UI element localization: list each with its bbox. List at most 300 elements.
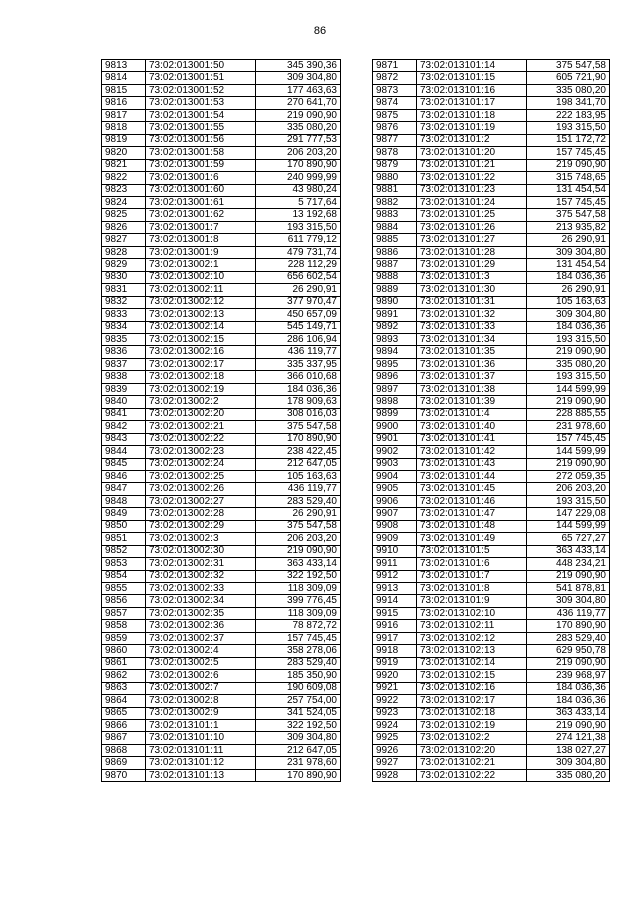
row-number-cell: 9869 bbox=[102, 757, 146, 769]
table-row bbox=[102, 508, 341, 520]
value-cell: 291 777,53 bbox=[256, 134, 341, 146]
table-row bbox=[373, 520, 610, 532]
table-row bbox=[373, 72, 610, 84]
row-number-cell: 9905 bbox=[373, 483, 417, 495]
cadastral-number-cell: 73:02:013002:4 bbox=[146, 645, 256, 657]
row-number-cell: 9823 bbox=[102, 184, 146, 196]
cadastral-number-cell: 73:02:013002:31 bbox=[146, 558, 256, 570]
cadastral-number-cell: 73:02:013002:23 bbox=[146, 446, 256, 458]
table-row bbox=[102, 632, 341, 644]
row-number-cell: 9921 bbox=[373, 682, 417, 694]
value-cell: 219 090,90 bbox=[527, 657, 610, 669]
table-row bbox=[102, 122, 341, 134]
row-number-cell: 9882 bbox=[373, 196, 417, 208]
cadastral-number-cell: 73:02:013002:22 bbox=[146, 433, 256, 445]
value-cell: 309 304,80 bbox=[256, 72, 341, 84]
row-number-cell: 9835 bbox=[102, 333, 146, 345]
table-row bbox=[373, 682, 610, 694]
value-cell: 358 278,06 bbox=[256, 645, 341, 657]
value-cell: 157 745,45 bbox=[527, 433, 610, 445]
table-row bbox=[102, 371, 341, 383]
value-cell: 335 080,20 bbox=[527, 84, 610, 96]
cadastral-number-cell: 73:02:013102:20 bbox=[417, 744, 527, 756]
table-row bbox=[102, 707, 341, 719]
row-number-cell: 9852 bbox=[102, 545, 146, 557]
table-row bbox=[102, 670, 341, 682]
cadastral-number-cell: 73:02:013101:12 bbox=[146, 757, 256, 769]
value-cell: 213 935,82 bbox=[527, 221, 610, 233]
value-cell: 105 163,63 bbox=[527, 296, 610, 308]
cadastral-number-cell: 73:02:013002:27 bbox=[146, 495, 256, 507]
row-number-cell: 9855 bbox=[102, 583, 146, 595]
cadastral-number-cell: 73:02:013001:50 bbox=[146, 60, 256, 72]
cadastral-number-cell: 73:02:013002:5 bbox=[146, 657, 256, 669]
value-cell: 363 433,14 bbox=[256, 558, 341, 570]
value-cell: 144 599,99 bbox=[527, 520, 610, 532]
cadastral-number-cell: 73:02:013002:9 bbox=[146, 707, 256, 719]
value-cell: 656 602,54 bbox=[256, 271, 341, 283]
cadastral-number-cell: 73:02:013101:37 bbox=[417, 371, 527, 383]
value-cell: 118 309,09 bbox=[256, 607, 341, 619]
value-cell: 5 717,64 bbox=[256, 196, 341, 208]
row-number-cell: 9888 bbox=[373, 271, 417, 283]
row-number-cell: 9895 bbox=[373, 358, 417, 370]
value-cell: 309 304,80 bbox=[527, 595, 610, 607]
row-number-cell: 9826 bbox=[102, 221, 146, 233]
row-number-cell: 9896 bbox=[373, 371, 417, 383]
table-row bbox=[102, 620, 341, 632]
cadastral-number-cell: 73:02:013002:34 bbox=[146, 595, 256, 607]
table-row bbox=[102, 458, 341, 470]
value-cell: 335 080,20 bbox=[256, 122, 341, 134]
cadastral-number-cell: 73:02:013101:8 bbox=[417, 583, 527, 595]
table-row bbox=[102, 134, 341, 146]
cadastral-number-cell: 73:02:013002:2 bbox=[146, 396, 256, 408]
table-row bbox=[373, 720, 610, 732]
cadastral-number-cell: 73:02:013102:22 bbox=[417, 769, 527, 781]
value-cell: 184 036,36 bbox=[527, 271, 610, 283]
row-number-cell: 9912 bbox=[373, 570, 417, 582]
value-cell: 257 754,00 bbox=[256, 695, 341, 707]
row-number-cell: 9927 bbox=[373, 757, 417, 769]
row-number-cell: 9900 bbox=[373, 421, 417, 433]
cadastral-number-cell: 73:02:013101:16 bbox=[417, 84, 527, 96]
cadastral-number-cell: 73:02:013101:23 bbox=[417, 184, 527, 196]
cadastral-number-cell: 73:02:013001:51 bbox=[146, 72, 256, 84]
value-cell: 375 547,58 bbox=[256, 520, 341, 532]
cadastral-number-cell: 73:02:013102:19 bbox=[417, 720, 527, 732]
table-row bbox=[102, 271, 341, 283]
cadastral-number-cell: 73:02:013101:20 bbox=[417, 147, 527, 159]
cadastral-number-cell: 73:02:013002:12 bbox=[146, 296, 256, 308]
registry-table-right-body bbox=[373, 60, 610, 782]
cadastral-number-cell: 73:02:013101:28 bbox=[417, 246, 527, 258]
cadastral-number-cell: 73:02:013101:47 bbox=[417, 508, 527, 520]
cadastral-number-cell: 73:02:013101:19 bbox=[417, 122, 527, 134]
value-cell: 144 599,99 bbox=[527, 383, 610, 395]
cadastral-number-cell: 73:02:013002:1 bbox=[146, 259, 256, 271]
value-cell: 219 090,90 bbox=[527, 720, 610, 732]
table-row bbox=[102, 408, 341, 420]
cadastral-number-cell: 73:02:013101:13 bbox=[146, 769, 256, 781]
row-number-cell: 9889 bbox=[373, 284, 417, 296]
table-row bbox=[373, 271, 610, 283]
value-cell: 190 609,08 bbox=[256, 682, 341, 694]
cadastral-number-cell: 73:02:013002:30 bbox=[146, 545, 256, 557]
value-cell: 193 315,50 bbox=[527, 122, 610, 134]
table-row bbox=[102, 97, 341, 109]
value-cell: 185 350,90 bbox=[256, 670, 341, 682]
cadastral-number-cell: 73:02:013101:1 bbox=[146, 720, 256, 732]
row-number-cell: 9914 bbox=[373, 595, 417, 607]
table-row bbox=[102, 732, 341, 744]
cadastral-number-cell: 73:02:013101:6 bbox=[417, 558, 527, 570]
cadastral-number-cell: 73:02:013101:24 bbox=[417, 196, 527, 208]
cadastral-number-cell: 73:02:013101:7 bbox=[417, 570, 527, 582]
row-number-cell: 9890 bbox=[373, 296, 417, 308]
row-number-cell: 9858 bbox=[102, 620, 146, 632]
value-cell: 144 599,99 bbox=[527, 446, 610, 458]
cadastral-number-cell: 73:02:013001:59 bbox=[146, 159, 256, 171]
row-number-cell: 9928 bbox=[373, 769, 417, 781]
value-cell: 309 304,80 bbox=[256, 732, 341, 744]
cadastral-number-cell: 73:02:013101:34 bbox=[417, 333, 527, 345]
value-cell: 283 529,40 bbox=[527, 632, 610, 644]
row-number-cell: 9917 bbox=[373, 632, 417, 644]
table-row bbox=[102, 570, 341, 582]
table-row bbox=[373, 645, 610, 657]
table-row bbox=[373, 196, 610, 208]
value-cell: 198 341,70 bbox=[527, 97, 610, 109]
value-cell: 366 010,68 bbox=[256, 371, 341, 383]
value-cell: 605 721,90 bbox=[527, 72, 610, 84]
cadastral-number-cell: 73:02:013101:36 bbox=[417, 358, 527, 370]
value-cell: 231 978,60 bbox=[527, 421, 610, 433]
cadastral-number-cell: 73:02:013101:35 bbox=[417, 346, 527, 358]
row-number-cell: 9873 bbox=[373, 84, 417, 96]
row-number-cell: 9897 bbox=[373, 383, 417, 395]
table-row bbox=[102, 757, 341, 769]
value-cell: 399 776,45 bbox=[256, 595, 341, 607]
row-number-cell: 9854 bbox=[102, 570, 146, 582]
row-number-cell: 9850 bbox=[102, 520, 146, 532]
value-cell: 239 968,97 bbox=[527, 670, 610, 682]
row-number-cell: 9893 bbox=[373, 333, 417, 345]
cadastral-number-cell: 73:02:013101:27 bbox=[417, 234, 527, 246]
row-number-cell: 9868 bbox=[102, 744, 146, 756]
value-cell: 272 059,35 bbox=[527, 470, 610, 482]
row-number-cell: 9847 bbox=[102, 483, 146, 495]
value-cell: 283 529,40 bbox=[256, 657, 341, 669]
row-number-cell: 9843 bbox=[102, 433, 146, 445]
table-row bbox=[102, 607, 341, 619]
cadastral-number-cell: 73:02:013101:4 bbox=[417, 408, 527, 420]
row-number-cell: 9830 bbox=[102, 271, 146, 283]
row-number-cell: 9840 bbox=[102, 396, 146, 408]
page-number: 86 bbox=[313, 25, 327, 37]
row-number-cell: 9916 bbox=[373, 620, 417, 632]
row-number-cell: 9818 bbox=[102, 122, 146, 134]
value-cell: 26 290,91 bbox=[256, 284, 341, 296]
row-number-cell: 9866 bbox=[102, 720, 146, 732]
cadastral-number-cell: 73:02:013002:10 bbox=[146, 271, 256, 283]
cadastral-number-cell: 73:02:013002:14 bbox=[146, 321, 256, 333]
table-row bbox=[373, 321, 610, 333]
table-row bbox=[373, 508, 610, 520]
table-row bbox=[373, 607, 610, 619]
table-row bbox=[102, 259, 341, 271]
value-cell: 212 647,05 bbox=[256, 744, 341, 756]
cadastral-number-cell: 73:02:013102:12 bbox=[417, 632, 527, 644]
cadastral-number-cell: 73:02:013001:62 bbox=[146, 209, 256, 221]
cadastral-number-cell: 73:02:013002:20 bbox=[146, 408, 256, 420]
cadastral-number-cell: 73:02:013101:29 bbox=[417, 259, 527, 271]
cadastral-number-cell: 73:02:013002:19 bbox=[146, 383, 256, 395]
cadastral-number-cell: 73:02:013101:49 bbox=[417, 533, 527, 545]
row-number-cell: 9848 bbox=[102, 495, 146, 507]
value-cell: 206 203,20 bbox=[527, 483, 610, 495]
cadastral-number-cell: 73:02:013002:16 bbox=[146, 346, 256, 358]
value-cell: 309 304,80 bbox=[527, 757, 610, 769]
row-number-cell: 9867 bbox=[102, 732, 146, 744]
value-cell: 178 909,63 bbox=[256, 396, 341, 408]
value-cell: 170 890,90 bbox=[527, 620, 610, 632]
value-cell: 363 433,14 bbox=[527, 707, 610, 719]
value-cell: 206 203,20 bbox=[256, 147, 341, 159]
row-number-cell: 9860 bbox=[102, 645, 146, 657]
table-row bbox=[373, 483, 610, 495]
row-number-cell: 9839 bbox=[102, 383, 146, 395]
value-cell: 274 121,38 bbox=[527, 732, 610, 744]
row-number-cell: 9909 bbox=[373, 533, 417, 545]
cadastral-number-cell: 73:02:013001:9 bbox=[146, 246, 256, 258]
row-number-cell: 9878 bbox=[373, 147, 417, 159]
cadastral-number-cell: 73:02:013002:32 bbox=[146, 570, 256, 582]
table-row bbox=[373, 595, 610, 607]
row-number-cell: 9879 bbox=[373, 159, 417, 171]
table-row bbox=[102, 583, 341, 595]
cadastral-number-cell: 73:02:013002:35 bbox=[146, 607, 256, 619]
value-cell: 375 547,58 bbox=[527, 60, 610, 72]
table-row bbox=[373, 632, 610, 644]
value-cell: 184 036,36 bbox=[527, 695, 610, 707]
row-number-cell: 9844 bbox=[102, 446, 146, 458]
row-number-cell: 9925 bbox=[373, 732, 417, 744]
cadastral-number-cell: 73:02:013101:44 bbox=[417, 470, 527, 482]
value-cell: 138 027,27 bbox=[527, 744, 610, 756]
cadastral-number-cell: 73:02:013002:7 bbox=[146, 682, 256, 694]
cadastral-number-cell: 73:02:013101:46 bbox=[417, 495, 527, 507]
table-row bbox=[102, 769, 341, 781]
row-number-cell: 9892 bbox=[373, 321, 417, 333]
table-row bbox=[373, 346, 610, 358]
row-number-cell: 9872 bbox=[373, 72, 417, 84]
table-row bbox=[102, 159, 341, 171]
table-row bbox=[373, 60, 610, 72]
value-cell: 629 950,78 bbox=[527, 645, 610, 657]
cadastral-number-cell: 73:02:013101:25 bbox=[417, 209, 527, 221]
cadastral-number-cell: 73:02:013102:15 bbox=[417, 670, 527, 682]
value-cell: 157 745,45 bbox=[527, 147, 610, 159]
cadastral-number-cell: 73:02:013001:61 bbox=[146, 196, 256, 208]
table-row bbox=[373, 259, 610, 271]
cadastral-number-cell: 73:02:013002:37 bbox=[146, 632, 256, 644]
cadastral-number-cell: 73:02:013002:26 bbox=[146, 483, 256, 495]
row-number-cell: 9902 bbox=[373, 446, 417, 458]
table-row bbox=[102, 234, 341, 246]
row-number-cell: 9845 bbox=[102, 458, 146, 470]
table-row bbox=[102, 333, 341, 345]
table-row bbox=[102, 657, 341, 669]
row-number-cell: 9871 bbox=[373, 60, 417, 72]
value-cell: 341 524,05 bbox=[256, 707, 341, 719]
table-row bbox=[102, 421, 341, 433]
value-cell: 436 119,77 bbox=[256, 346, 341, 358]
cadastral-number-cell: 73:02:013001:54 bbox=[146, 109, 256, 121]
value-cell: 170 890,90 bbox=[256, 159, 341, 171]
table-row bbox=[373, 769, 610, 781]
table-row bbox=[373, 296, 610, 308]
cadastral-number-cell: 73:02:013102:10 bbox=[417, 607, 527, 619]
row-number-cell: 9816 bbox=[102, 97, 146, 109]
table-row bbox=[373, 184, 610, 196]
value-cell: 65 727,27 bbox=[527, 533, 610, 545]
table-row bbox=[102, 147, 341, 159]
value-cell: 131 454,54 bbox=[527, 184, 610, 196]
cadastral-number-cell: 73:02:013101:26 bbox=[417, 221, 527, 233]
table-row bbox=[102, 383, 341, 395]
cadastral-number-cell: 73:02:013101:18 bbox=[417, 109, 527, 121]
value-cell: 611 779,12 bbox=[256, 234, 341, 246]
table-row bbox=[102, 296, 341, 308]
value-cell: 170 890,90 bbox=[256, 433, 341, 445]
row-number-cell: 9863 bbox=[102, 682, 146, 694]
cadastral-number-cell: 73:02:013101:32 bbox=[417, 309, 527, 321]
value-cell: 157 745,45 bbox=[256, 632, 341, 644]
row-number-cell: 9828 bbox=[102, 246, 146, 258]
row-number-cell: 9861 bbox=[102, 657, 146, 669]
row-number-cell: 9859 bbox=[102, 632, 146, 644]
row-number-cell: 9898 bbox=[373, 396, 417, 408]
row-number-cell: 9870 bbox=[102, 769, 146, 781]
value-cell: 545 149,71 bbox=[256, 321, 341, 333]
cadastral-number-cell: 73:02:013101:2 bbox=[417, 134, 527, 146]
cadastral-number-cell: 73:02:013102:13 bbox=[417, 645, 527, 657]
row-number-cell: 9846 bbox=[102, 470, 146, 482]
table-row bbox=[102, 720, 341, 732]
cadastral-number-cell: 73:02:013101:33 bbox=[417, 321, 527, 333]
row-number-cell: 9907 bbox=[373, 508, 417, 520]
value-cell: 105 163,63 bbox=[256, 470, 341, 482]
row-number-cell: 9857 bbox=[102, 607, 146, 619]
table-row bbox=[102, 744, 341, 756]
value-cell: 375 547,58 bbox=[256, 421, 341, 433]
cadastral-number-cell: 73:02:013001:52 bbox=[146, 84, 256, 96]
cadastral-number-cell: 73:02:013002:13 bbox=[146, 309, 256, 321]
row-number-cell: 9838 bbox=[102, 371, 146, 383]
table-row bbox=[373, 159, 610, 171]
row-number-cell: 9915 bbox=[373, 607, 417, 619]
value-cell: 345 390,36 bbox=[256, 60, 341, 72]
value-cell: 193 315,50 bbox=[527, 371, 610, 383]
table-row bbox=[373, 707, 610, 719]
table-row bbox=[102, 246, 341, 258]
value-cell: 43 980,24 bbox=[256, 184, 341, 196]
row-number-cell: 9825 bbox=[102, 209, 146, 221]
cadastral-number-cell: 73:02:013001:8 bbox=[146, 234, 256, 246]
row-number-cell: 9832 bbox=[102, 296, 146, 308]
cadastral-number-cell: 73:02:013101:17 bbox=[417, 97, 527, 109]
row-number-cell: 9817 bbox=[102, 109, 146, 121]
value-cell: 193 315,50 bbox=[256, 221, 341, 233]
cadastral-number-cell: 73:02:013002:24 bbox=[146, 458, 256, 470]
value-cell: 228 885,55 bbox=[527, 408, 610, 420]
value-cell: 219 090,90 bbox=[256, 109, 341, 121]
table-row bbox=[373, 172, 610, 184]
row-number-cell: 9910 bbox=[373, 545, 417, 557]
row-number-cell: 9899 bbox=[373, 408, 417, 420]
row-number-cell: 9813 bbox=[102, 60, 146, 72]
table-row bbox=[373, 396, 610, 408]
cadastral-number-cell: 73:02:013101:45 bbox=[417, 483, 527, 495]
table-row bbox=[102, 358, 341, 370]
table-row bbox=[373, 744, 610, 756]
table-row bbox=[373, 358, 610, 370]
cadastral-number-cell: 73:02:013102:14 bbox=[417, 657, 527, 669]
row-number-cell: 9891 bbox=[373, 309, 417, 321]
table-row bbox=[102, 446, 341, 458]
row-number-cell: 9876 bbox=[373, 122, 417, 134]
value-cell: 212 647,05 bbox=[256, 458, 341, 470]
cadastral-number-cell: 73:02:013101:3 bbox=[417, 271, 527, 283]
row-number-cell: 9833 bbox=[102, 309, 146, 321]
cadastral-number-cell: 73:02:013101:40 bbox=[417, 421, 527, 433]
row-number-cell: 9887 bbox=[373, 259, 417, 271]
value-cell: 170 890,90 bbox=[256, 769, 341, 781]
value-cell: 219 090,90 bbox=[527, 346, 610, 358]
table-row bbox=[102, 209, 341, 221]
cadastral-number-cell: 73:02:013002:3 bbox=[146, 533, 256, 545]
table-row bbox=[102, 72, 341, 84]
cadastral-number-cell: 73:02:013101:9 bbox=[417, 595, 527, 607]
cadastral-number-cell: 73:02:013002:29 bbox=[146, 520, 256, 532]
table-row bbox=[373, 284, 610, 296]
cadastral-number-cell: 73:02:013101:21 bbox=[417, 159, 527, 171]
row-number-cell: 9885 bbox=[373, 234, 417, 246]
table-row bbox=[373, 134, 610, 146]
value-cell: 177 463,63 bbox=[256, 84, 341, 96]
row-number-cell: 9920 bbox=[373, 670, 417, 682]
cadastral-number-cell: 73:02:013101:10 bbox=[146, 732, 256, 744]
table-row bbox=[102, 396, 341, 408]
row-number-cell: 9875 bbox=[373, 109, 417, 121]
table-row bbox=[373, 657, 610, 669]
table-row bbox=[102, 520, 341, 532]
row-number-cell: 9841 bbox=[102, 408, 146, 420]
cadastral-number-cell: 73:02:013101:42 bbox=[417, 446, 527, 458]
value-cell: 157 745,45 bbox=[527, 196, 610, 208]
table-row bbox=[102, 433, 341, 445]
table-row bbox=[373, 109, 610, 121]
table-row bbox=[102, 545, 341, 557]
table-row bbox=[102, 558, 341, 570]
row-number-cell: 9881 bbox=[373, 184, 417, 196]
value-cell: 448 234,21 bbox=[527, 558, 610, 570]
table-row bbox=[102, 346, 341, 358]
table-row bbox=[373, 583, 610, 595]
value-cell: 309 304,80 bbox=[527, 309, 610, 321]
cadastral-number-cell: 73:02:013102:17 bbox=[417, 695, 527, 707]
